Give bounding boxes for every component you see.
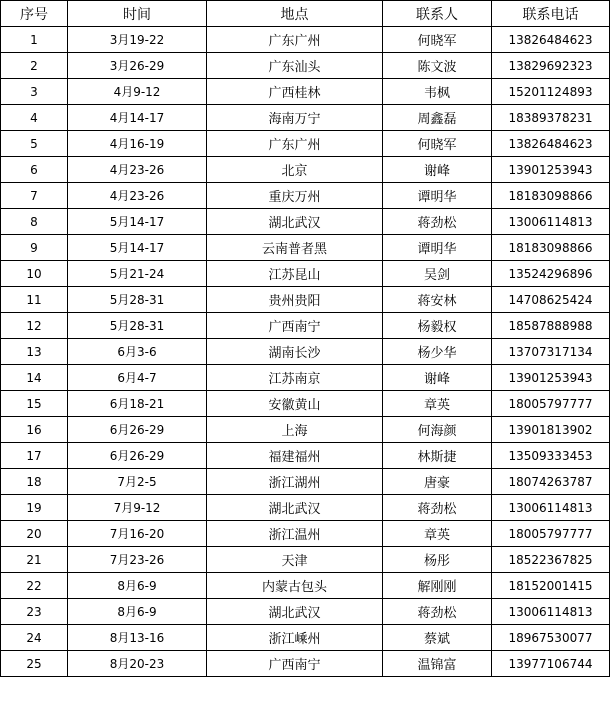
header-cell-location: 地点	[207, 1, 383, 27]
cell-number: 21	[1, 547, 68, 573]
cell-time: 8月6-9	[68, 599, 207, 625]
cell-phone: 15201124893	[492, 79, 610, 105]
cell-contact: 何晓军	[383, 27, 492, 53]
table-row	[1, 417, 610, 443]
cell-contact: 唐豪	[383, 469, 492, 495]
cell-number: 13	[1, 339, 68, 365]
cell-number: 23	[1, 599, 68, 625]
cell-contact: 蒋劲松	[383, 209, 492, 235]
table-row	[1, 105, 610, 131]
cell-phone: 18389378231	[492, 105, 610, 131]
cell-contact: 何晓军	[383, 131, 492, 157]
table-row	[1, 365, 610, 391]
table-row	[1, 651, 610, 677]
cell-phone: 14708625424	[492, 287, 610, 313]
cell-phone: 18152001415	[492, 573, 610, 599]
cell-location: 内蒙古包头	[207, 573, 383, 599]
cell-number: 7	[1, 183, 68, 209]
cell-location: 云南普者黑	[207, 235, 383, 261]
cell-number: 14	[1, 365, 68, 391]
cell-contact: 谭明华	[383, 235, 492, 261]
header-cell-number: 序号	[1, 1, 68, 27]
cell-time: 7月23-26	[68, 547, 207, 573]
cell-number: 22	[1, 573, 68, 599]
table-row	[1, 261, 610, 287]
cell-time: 4月16-19	[68, 131, 207, 157]
cell-location: 贵州贵阳	[207, 287, 383, 313]
table-row	[1, 495, 610, 521]
cell-location: 湖北武汉	[207, 495, 383, 521]
cell-phone: 13901813902	[492, 417, 610, 443]
table-row	[1, 131, 610, 157]
cell-number: 24	[1, 625, 68, 651]
table-row	[1, 625, 610, 651]
cell-contact: 章英	[383, 391, 492, 417]
cell-phone: 13006114813	[492, 495, 610, 521]
cell-contact: 陈文波	[383, 53, 492, 79]
cell-location: 上海	[207, 417, 383, 443]
cell-location: 浙江嵊州	[207, 625, 383, 651]
cell-number: 1	[1, 27, 68, 53]
cell-time: 5月14-17	[68, 235, 207, 261]
cell-number: 11	[1, 287, 68, 313]
cell-time: 3月26-29	[68, 53, 207, 79]
cell-time: 5月14-17	[68, 209, 207, 235]
cell-time: 4月23-26	[68, 183, 207, 209]
table-row	[1, 469, 610, 495]
cell-phone: 18522367825	[492, 547, 610, 573]
table-row	[1, 573, 610, 599]
cell-location: 浙江温州	[207, 521, 383, 547]
cell-location: 广西南宁	[207, 313, 383, 339]
header-cell-time: 时间	[68, 1, 207, 27]
cell-time: 8月13-16	[68, 625, 207, 651]
cell-phone: 13901253943	[492, 157, 610, 183]
cell-number: 3	[1, 79, 68, 105]
cell-time: 4月23-26	[68, 157, 207, 183]
table-row	[1, 391, 610, 417]
table-row	[1, 183, 610, 209]
cell-time: 6月4-7	[68, 365, 207, 391]
cell-time: 7月9-12	[68, 495, 207, 521]
cell-phone: 18005797777	[492, 391, 610, 417]
cell-phone: 13826484623	[492, 27, 610, 53]
cell-time: 7月16-20	[68, 521, 207, 547]
cell-number: 9	[1, 235, 68, 261]
cell-contact: 蒋安林	[383, 287, 492, 313]
table-row	[1, 27, 610, 53]
cell-time: 4月9-12	[68, 79, 207, 105]
cell-time: 6月26-29	[68, 417, 207, 443]
header-cell-phone: 联系电话	[492, 1, 610, 27]
cell-phone: 13707317134	[492, 339, 610, 365]
cell-number: 15	[1, 391, 68, 417]
cell-time: 5月28-31	[68, 287, 207, 313]
cell-location: 广东广州	[207, 27, 383, 53]
cell-phone: 13826484623	[492, 131, 610, 157]
table-row	[1, 599, 610, 625]
table-row	[1, 443, 610, 469]
cell-location: 天津	[207, 547, 383, 573]
cell-contact: 韦枫	[383, 79, 492, 105]
cell-contact: 杨毅权	[383, 313, 492, 339]
cell-location: 安徽黄山	[207, 391, 383, 417]
cell-number: 5	[1, 131, 68, 157]
cell-time: 8月6-9	[68, 573, 207, 599]
cell-phone: 18074263787	[492, 469, 610, 495]
cell-number: 20	[1, 521, 68, 547]
cell-phone: 18183098866	[492, 183, 610, 209]
cell-number: 2	[1, 53, 68, 79]
cell-location: 海南万宁	[207, 105, 383, 131]
cell-location: 重庆万州	[207, 183, 383, 209]
cell-number: 8	[1, 209, 68, 235]
table-row	[1, 547, 610, 573]
cell-time: 5月28-31	[68, 313, 207, 339]
cell-number: 6	[1, 157, 68, 183]
cell-number: 17	[1, 443, 68, 469]
cell-contact: 周鑫磊	[383, 105, 492, 131]
cell-number: 12	[1, 313, 68, 339]
cell-location: 福建福州	[207, 443, 383, 469]
cell-contact: 林斯捷	[383, 443, 492, 469]
header-cell-contact: 联系人	[383, 1, 492, 27]
cell-time: 5月21-24	[68, 261, 207, 287]
table-body	[1, 27, 610, 677]
cell-number: 16	[1, 417, 68, 443]
cell-location: 北京	[207, 157, 383, 183]
cell-location: 广西桂林	[207, 79, 383, 105]
cell-location: 浙江湖州	[207, 469, 383, 495]
cell-phone: 13829692323	[492, 53, 610, 79]
cell-number: 25	[1, 651, 68, 677]
cell-phone: 13901253943	[492, 365, 610, 391]
cell-phone: 13006114813	[492, 209, 610, 235]
table-row	[1, 157, 610, 183]
cell-number: 10	[1, 261, 68, 287]
cell-number: 4	[1, 105, 68, 131]
cell-time: 6月26-29	[68, 443, 207, 469]
cell-time: 6月18-21	[68, 391, 207, 417]
table-row	[1, 339, 610, 365]
header-row	[1, 1, 610, 27]
cell-time: 4月14-17	[68, 105, 207, 131]
cell-number: 19	[1, 495, 68, 521]
cell-phone: 18967530077	[492, 625, 610, 651]
cell-phone: 13524296896	[492, 261, 610, 287]
cell-contact: 谢峰	[383, 365, 492, 391]
cell-contact: 蒋劲松	[383, 599, 492, 625]
cell-contact: 蔡斌	[383, 625, 492, 651]
table-row	[1, 313, 610, 339]
cell-phone: 13006114813	[492, 599, 610, 625]
cell-contact: 何海颜	[383, 417, 492, 443]
cell-time: 7月2-5	[68, 469, 207, 495]
cell-location: 湖南长沙	[207, 339, 383, 365]
cell-time: 3月19-22	[68, 27, 207, 53]
cell-location: 广东广州	[207, 131, 383, 157]
table-row	[1, 235, 610, 261]
cell-contact: 杨少华	[383, 339, 492, 365]
cell-contact: 解刚刚	[383, 573, 492, 599]
cell-phone: 18183098866	[492, 235, 610, 261]
cell-contact: 杨彤	[383, 547, 492, 573]
cell-phone: 18005797777	[492, 521, 610, 547]
cell-time: 8月20-23	[68, 651, 207, 677]
cell-location: 广东汕头	[207, 53, 383, 79]
cell-contact: 章英	[383, 521, 492, 547]
cell-phone: 13977106744	[492, 651, 610, 677]
cell-phone: 13509333453	[492, 443, 610, 469]
cell-time: 6月3-6	[68, 339, 207, 365]
cell-contact: 谭明华	[383, 183, 492, 209]
table-row	[1, 209, 610, 235]
cell-location: 湖北武汉	[207, 209, 383, 235]
table-row	[1, 287, 610, 313]
table-row	[1, 79, 610, 105]
cell-location: 江苏南京	[207, 365, 383, 391]
cell-location: 湖北武汉	[207, 599, 383, 625]
cell-contact: 蒋劲松	[383, 495, 492, 521]
cell-phone: 18587888988	[492, 313, 610, 339]
table-row	[1, 521, 610, 547]
cell-location: 江苏昆山	[207, 261, 383, 287]
table-row	[1, 53, 610, 79]
cell-contact: 谢峰	[383, 157, 492, 183]
cell-contact: 温锦富	[383, 651, 492, 677]
cell-location: 广西南宁	[207, 651, 383, 677]
cell-number: 18	[1, 469, 68, 495]
cell-contact: 吴剑	[383, 261, 492, 287]
